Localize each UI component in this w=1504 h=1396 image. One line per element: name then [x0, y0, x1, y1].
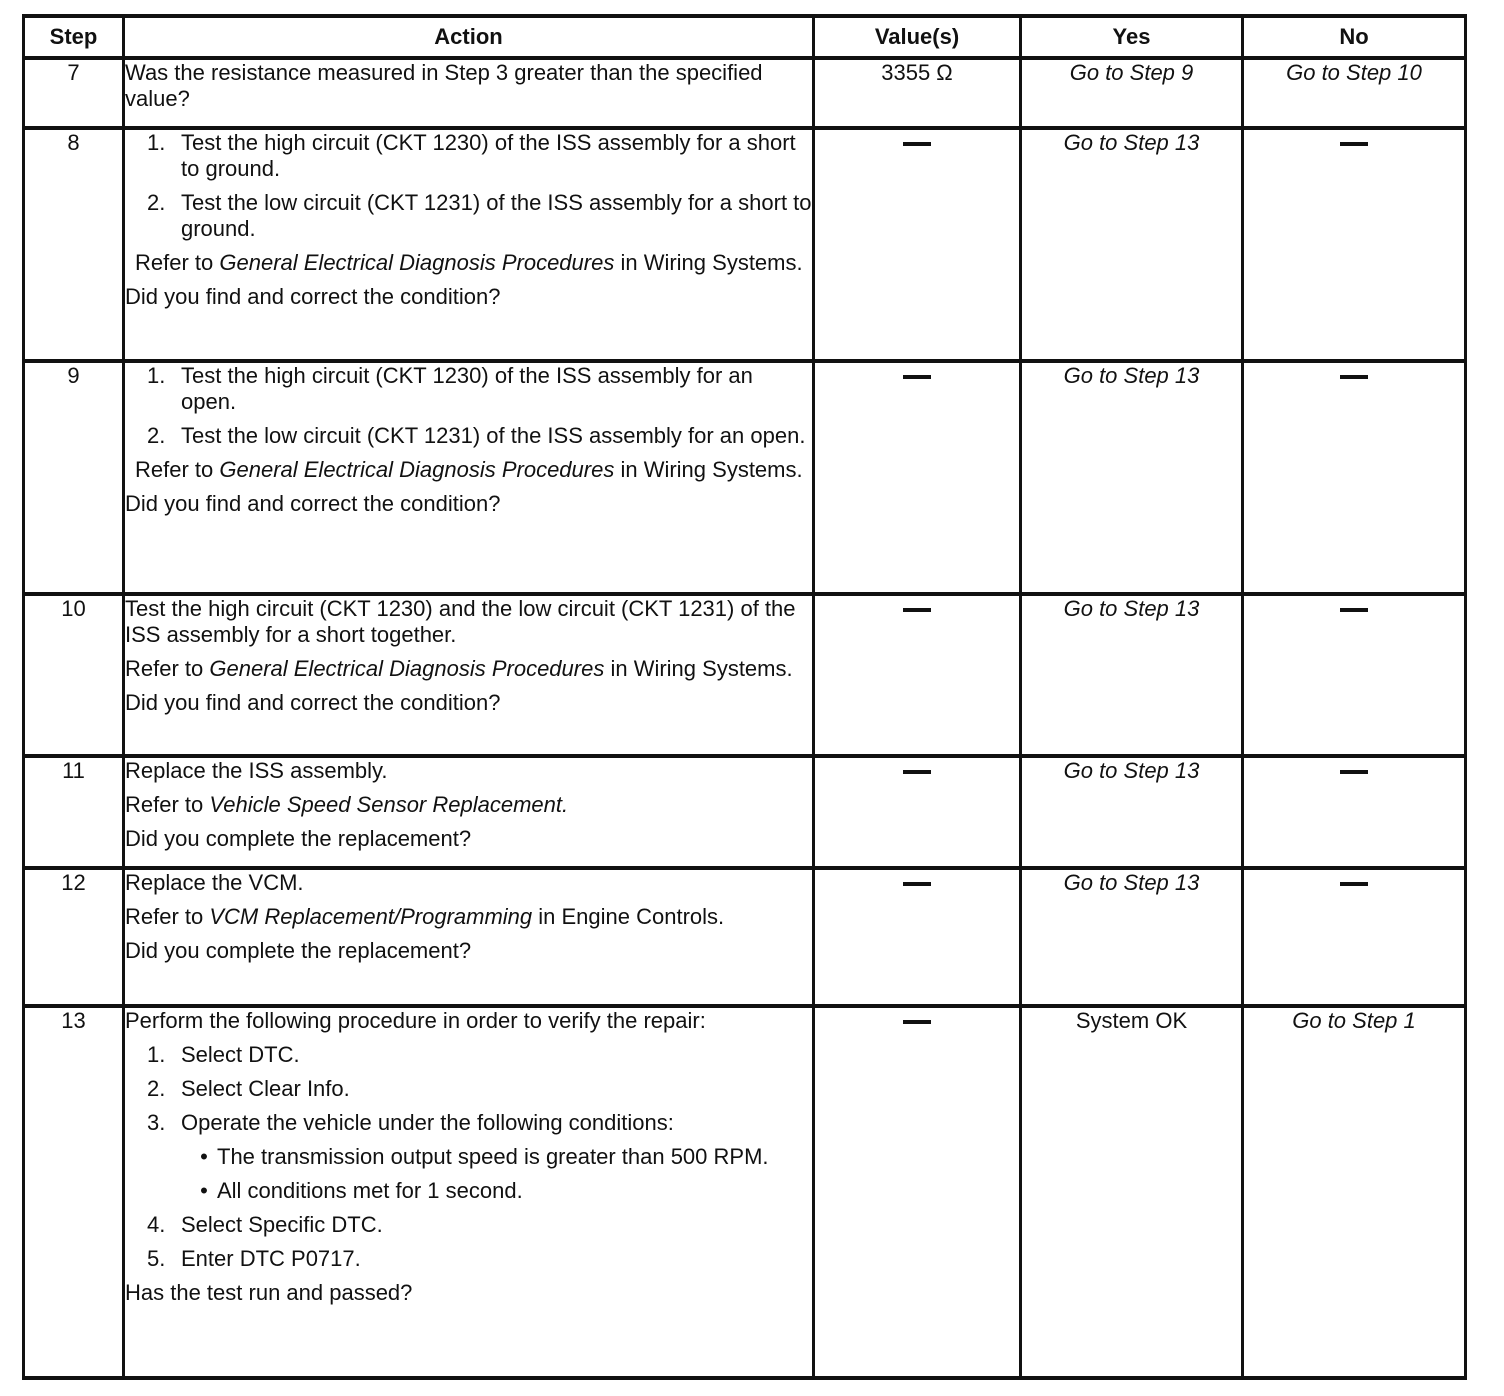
- no-goto: Go to Step 10: [1286, 60, 1422, 85]
- bullet-text: All conditions met for 1 second.: [217, 1178, 523, 1203]
- value-cell: [814, 361, 1021, 594]
- step-number: 8: [24, 128, 124, 361]
- refer-suffix: in Wiring Systems.: [614, 457, 803, 482]
- item-number: 4.: [147, 1212, 166, 1237]
- dash-mark: [903, 375, 931, 379]
- list-item: [147, 190, 812, 242]
- yes-cell: [1021, 1006, 1243, 1378]
- value-cell: [814, 594, 1021, 756]
- yes-cell: [1021, 756, 1243, 868]
- no-cell: [1243, 868, 1466, 1006]
- refer-text: [125, 792, 812, 818]
- item-number: 1.: [147, 130, 166, 155]
- yes-goto: Go to Step 13: [1063, 130, 1200, 155]
- item-text: Select DTC.: [181, 1042, 300, 1067]
- action-cell: [124, 1006, 814, 1378]
- list-item: [147, 130, 812, 182]
- step-number: 11: [24, 756, 124, 868]
- diagnostic-table: [22, 14, 1467, 1380]
- step-number: 12: [24, 868, 124, 1006]
- item-text: Test the low circuit (CKT 1231) of the ISS assembly for a short to ground.: [181, 190, 812, 241]
- item-number: 2.: [147, 423, 166, 448]
- refer-prefix: Refer to: [125, 656, 210, 681]
- yes-cell: [1021, 128, 1243, 361]
- refer-doc-title: General Electrical Diagnosis Procedures: [219, 250, 615, 275]
- table-row-step-12: [24, 868, 1466, 1006]
- yes-goto: Go to Step 13: [1063, 870, 1200, 895]
- bullet-item: [191, 1178, 812, 1204]
- item-text: Enter DTC P0717.: [181, 1246, 361, 1271]
- refer-text: [125, 457, 812, 483]
- list-item: [147, 1042, 812, 1068]
- yes-goto: Go to Step 9: [1069, 60, 1194, 85]
- dash-mark: [1340, 770, 1368, 774]
- bullet-glyph: •: [200, 1144, 208, 1169]
- no-cell: [1243, 594, 1466, 756]
- dash-mark: [1340, 142, 1368, 146]
- refer-suffix: in Wiring Systems.: [614, 250, 803, 275]
- value-cell: 3355 Ω: [814, 58, 1021, 128]
- table-row-step-7: [24, 58, 1466, 128]
- question-text: Did you find and correct the condition?: [125, 284, 501, 309]
- yes-cell: [1021, 58, 1243, 128]
- list-item: [147, 1246, 812, 1272]
- refer-suffix: in Wiring Systems.: [604, 656, 793, 681]
- step-number: 13: [24, 1006, 124, 1378]
- refer-doc-title: General Electrical Diagnosis Procedures: [209, 656, 605, 681]
- numbered-list: [125, 363, 812, 449]
- no-cell: [1243, 756, 1466, 868]
- step-number: 7: [24, 58, 124, 128]
- value-cell: [814, 868, 1021, 1006]
- action-cell: [124, 594, 814, 756]
- action-text: Test the high circuit (CKT 1230) and the low circuit (CKT 1231) of the ISS assembly for a short together.: [125, 596, 796, 647]
- refer-doc-title: VCM Replacement/Programming: [209, 904, 533, 929]
- question-text: Did you find and correct the condition?: [125, 491, 501, 516]
- list-item: [147, 1212, 812, 1238]
- list-item: [147, 423, 812, 449]
- item-text: Select Clear Info.: [181, 1076, 350, 1101]
- action-cell: [124, 58, 814, 128]
- header-yes: Yes: [1021, 16, 1243, 58]
- item-number: 3.: [147, 1110, 166, 1135]
- item-body: [181, 1110, 812, 1204]
- table-row-step-8: [24, 128, 1466, 361]
- table-row-step-10: [24, 594, 1466, 756]
- refer-prefix: Refer to: [125, 792, 210, 817]
- refer-prefix: Refer to: [135, 250, 220, 275]
- dash-mark: [903, 608, 931, 612]
- header-action: Action: [124, 16, 814, 58]
- action-text: Replace the ISS assembly.: [125, 758, 388, 783]
- question-text: Did you complete the replacement?: [125, 826, 472, 851]
- no-goto: Go to Step 1: [1292, 1008, 1416, 1033]
- refer-doc-title: General Electrical Diagnosis Procedures: [219, 457, 615, 482]
- table-row-step-9: [24, 361, 1466, 594]
- bullet-glyph: •: [200, 1178, 208, 1203]
- yes-goto: Go to Step 13: [1063, 596, 1200, 621]
- numbered-list: [125, 1042, 812, 1272]
- refer-text: [125, 904, 812, 930]
- refer-text: [125, 250, 812, 276]
- refer-suffix: in Engine Controls.: [532, 904, 725, 929]
- yes-result: System OK: [1075, 1008, 1188, 1033]
- step-number: 10: [24, 594, 124, 756]
- list-item: [147, 1110, 812, 1204]
- bullet-list: [181, 1144, 812, 1204]
- dash-mark: [1340, 882, 1368, 886]
- numbered-list: [125, 130, 812, 242]
- action-cell: [124, 756, 814, 868]
- bullet-item: [191, 1144, 812, 1170]
- dash-mark: [903, 1020, 931, 1024]
- bullet-text: The transmission output speed is greater than 500 RPM.: [217, 1144, 769, 1169]
- yes-goto: Go to Step 13: [1063, 758, 1200, 783]
- value-cell: [814, 1006, 1021, 1378]
- intro-text: Perform the following procedure in order to verify the repair:: [125, 1008, 706, 1033]
- value-cell: [814, 128, 1021, 361]
- no-cell: [1243, 58, 1466, 128]
- item-text: Select Specific DTC.: [181, 1212, 383, 1237]
- dash-mark: [903, 770, 931, 774]
- refer-prefix: Refer to: [135, 457, 220, 482]
- dash-mark: [1340, 375, 1368, 379]
- no-cell: [1243, 128, 1466, 361]
- item-text: Test the high circuit (CKT 1230) of the ISS assembly for a short to ground.: [181, 130, 796, 181]
- question-text: Has the test run and passed?: [125, 1280, 413, 1305]
- list-item: [147, 363, 812, 415]
- question-text: Did you find and correct the condition?: [125, 690, 501, 715]
- item-number: 1.: [147, 363, 166, 388]
- no-cell: [1243, 361, 1466, 594]
- item-number: 2.: [147, 1076, 166, 1101]
- header-row: [24, 16, 1466, 58]
- step-number: 9: [24, 361, 124, 594]
- value-cell: [814, 756, 1021, 868]
- refer-text: [125, 656, 812, 682]
- refer-prefix: Refer to: [125, 904, 210, 929]
- header-values: Value(s): [814, 16, 1021, 58]
- action-cell: [124, 361, 814, 594]
- table-row-step-13: [24, 1006, 1466, 1378]
- action-cell: [124, 128, 814, 361]
- no-cell: [1243, 1006, 1466, 1378]
- refer-doc-title: Vehicle Speed Sensor Replacement.: [209, 792, 569, 817]
- item-number: 5.: [147, 1246, 166, 1271]
- item-text: Test the low circuit (CKT 1231) of the ISS assembly for an open.: [181, 423, 806, 448]
- action-text: Replace the VCM.: [125, 870, 304, 895]
- dash-mark: [903, 142, 931, 146]
- header-step: Step: [24, 16, 124, 58]
- item-text: Operate the vehicle under the following conditions:: [181, 1110, 674, 1135]
- question-text: Did you complete the replacement?: [125, 938, 472, 963]
- item-number: 2.: [147, 190, 166, 215]
- action-cell: [124, 868, 814, 1006]
- dash-mark: [1340, 608, 1368, 612]
- dash-mark: [903, 882, 931, 886]
- yes-cell: [1021, 868, 1243, 1006]
- header-no: No: [1243, 16, 1466, 58]
- yes-goto: Go to Step 13: [1063, 363, 1200, 388]
- item-text: Test the high circuit (CKT 1230) of the ISS assembly for an open.: [181, 363, 753, 414]
- action-text: Was the resistance measured in Step 3 greater than the specified value?: [125, 60, 763, 111]
- yes-cell: [1021, 594, 1243, 756]
- item-number: 1.: [147, 1042, 166, 1067]
- table-row-step-11: [24, 756, 1466, 868]
- list-item: [147, 1076, 812, 1102]
- yes-cell: [1021, 361, 1243, 594]
